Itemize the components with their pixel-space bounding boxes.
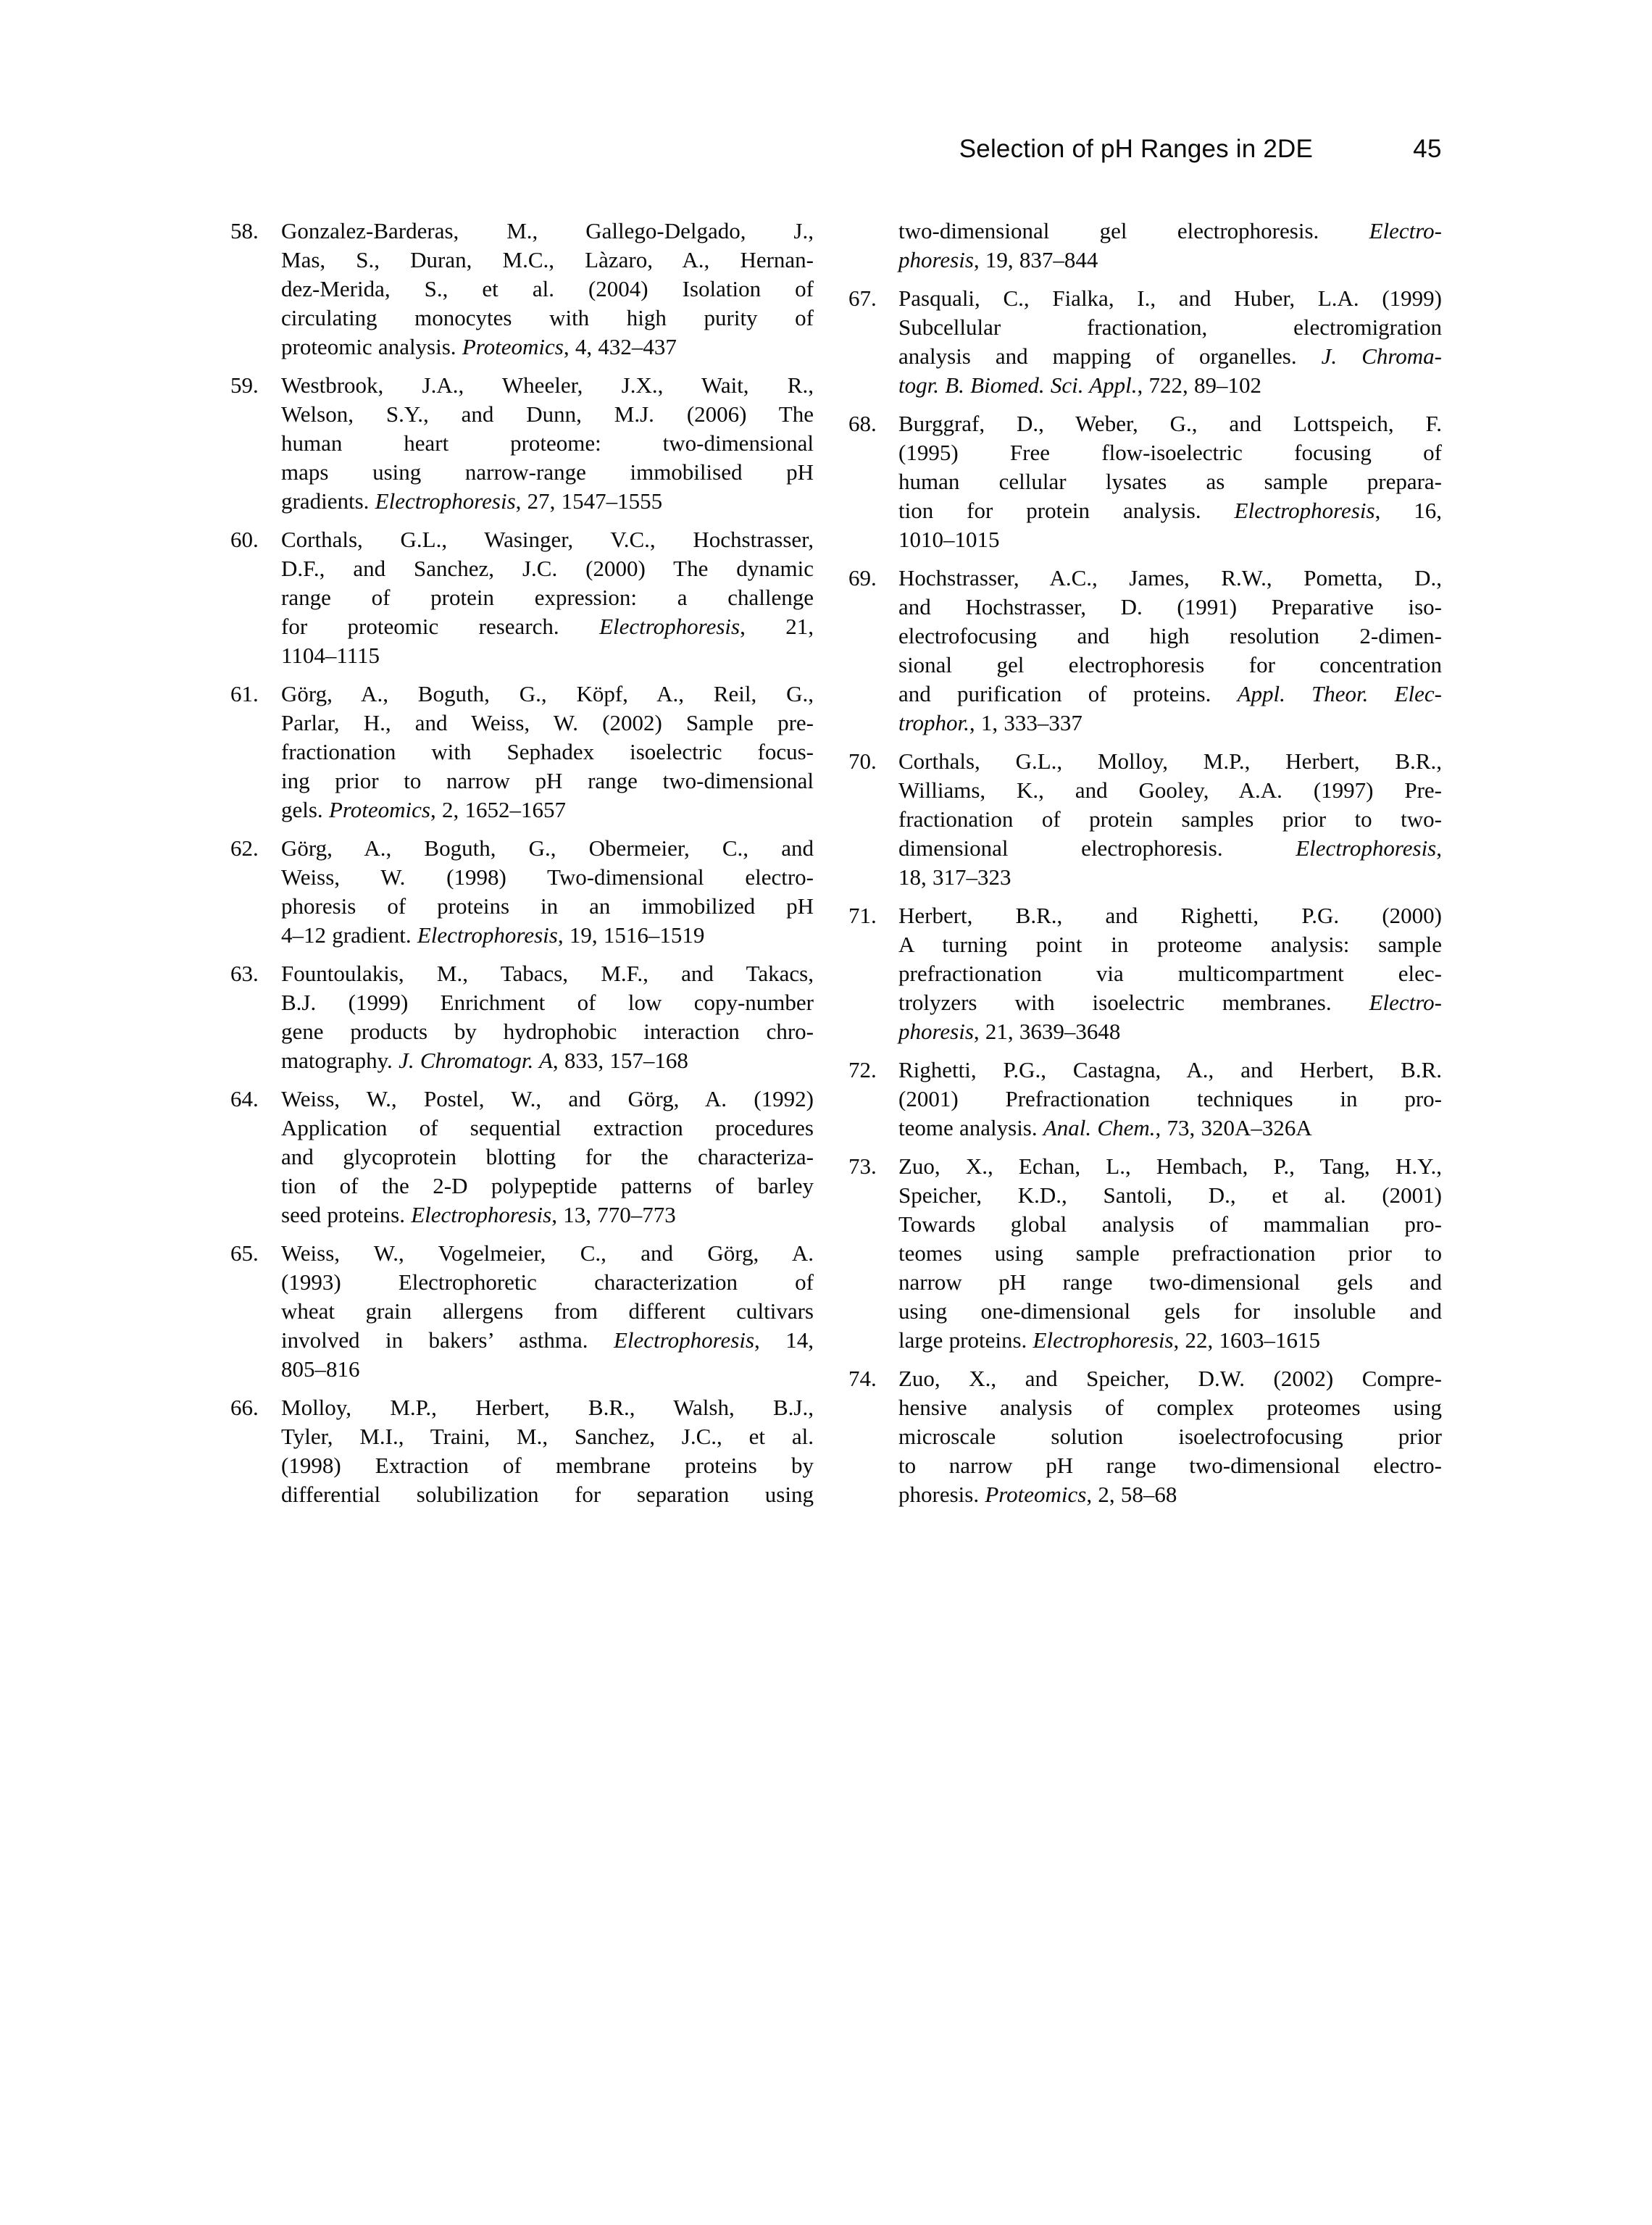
reference-text: microscale solution isoelectrofocusing prior bbox=[898, 1424, 1442, 1449]
reference-text: , 14, bbox=[754, 1327, 814, 1353]
reference-text: fractionation of protein samples prior to two- bbox=[898, 806, 1442, 832]
reference-item bbox=[230, 959, 814, 1075]
reference-text: Görg, A., Boguth, G., Köpf, A., Reil, G., bbox=[281, 681, 814, 706]
journal-name: Electrophoresis bbox=[614, 1327, 755, 1353]
journal-name: phoresis bbox=[898, 1019, 974, 1044]
reference-text: fractionation with Sephadex isoelectric focus- bbox=[281, 739, 814, 764]
page-header bbox=[848, 135, 1442, 164]
reference-item bbox=[230, 525, 814, 670]
reference-number: 71. bbox=[848, 903, 877, 928]
reference-text: Gonzalez-Barderas, M., Gallego-Delgado, J., bbox=[281, 218, 814, 243]
reference-number: 73. bbox=[848, 1153, 877, 1179]
reference-text: Görg, A., Boguth, G., Obermeier, C., and bbox=[281, 835, 814, 861]
journal-name: Electrophoresis bbox=[1296, 835, 1437, 861]
reference-line bbox=[281, 680, 814, 709]
journal-name: Anal. Chem. bbox=[1043, 1115, 1156, 1140]
running-title: Selection of pH Ranges in 2DE bbox=[959, 135, 1314, 163]
reference-item bbox=[848, 1056, 1442, 1143]
journal-name: Electrophoresis bbox=[417, 922, 558, 948]
reference-item bbox=[230, 1085, 814, 1230]
reference-line bbox=[898, 805, 1442, 834]
reference-number: 62. bbox=[230, 835, 259, 861]
reference-text: , 19, 837–844 bbox=[973, 247, 1098, 272]
reference-line bbox=[281, 583, 814, 612]
reference-line bbox=[281, 554, 814, 583]
reference-line bbox=[281, 796, 814, 825]
journal-name: Electro- bbox=[1369, 218, 1442, 243]
reference-line bbox=[281, 641, 814, 670]
reference-line bbox=[281, 275, 814, 304]
reference-item bbox=[848, 901, 1442, 1046]
reference-line bbox=[898, 1451, 1442, 1480]
reference-line bbox=[898, 863, 1442, 892]
reference-text: , 21, 3639–3648 bbox=[973, 1019, 1121, 1044]
reference-text: phoresis of proteins in an immobilized pH bbox=[281, 893, 814, 919]
reference-line bbox=[898, 284, 1442, 313]
journal-name: Electrophoresis bbox=[411, 1202, 552, 1227]
reference-number: 58. bbox=[230, 218, 259, 243]
reference-text: (2001) Prefractionation techniques in pro- bbox=[898, 1086, 1442, 1111]
reference-text: 4–12 gradient. bbox=[281, 922, 417, 948]
reference-line bbox=[898, 1297, 1442, 1326]
reference-text: seed proteins. bbox=[281, 1202, 412, 1227]
reference-line bbox=[898, 834, 1442, 863]
reference-text: sional gel electrophoresis for concentration bbox=[898, 652, 1442, 677]
reference-text: teomes using sample prefractionation prior to bbox=[898, 1240, 1442, 1266]
reference-text: differential solubilization for separation using bbox=[281, 1482, 814, 1507]
reference-line bbox=[898, 246, 1442, 275]
reference-text: , 27, 1547–1555 bbox=[515, 488, 663, 514]
reference-line bbox=[281, 1480, 814, 1509]
reference-text: using one-dimensional gels for insoluble and bbox=[898, 1298, 1442, 1324]
reference-line bbox=[281, 1172, 814, 1201]
reference-text: gene products by hydrophobic interaction chro- bbox=[281, 1019, 814, 1044]
reference-text: phoresis. bbox=[898, 1482, 985, 1507]
reference-line bbox=[281, 371, 814, 400]
reference-text: involved in bakers’ asthma. bbox=[281, 1327, 614, 1353]
journal-name: Appl. Theor. Elec- bbox=[1237, 681, 1442, 706]
journal-name: Electro- bbox=[1369, 990, 1442, 1015]
reference-line bbox=[898, 342, 1442, 371]
reference-line bbox=[898, 409, 1442, 438]
reference-text: ing prior to narrow pH range two-dimensional bbox=[281, 768, 814, 793]
reference-line bbox=[281, 1393, 814, 1422]
reference-text: range of protein expression: a challenge bbox=[281, 585, 814, 610]
reference-line bbox=[898, 959, 1442, 988]
reference-text: 1010–1015 bbox=[898, 527, 1000, 552]
reference-text: Weiss, W., Vogelmeier, C., and Görg, A. bbox=[281, 1240, 814, 1266]
reference-text: circulating monocytes with high purity of bbox=[281, 305, 814, 330]
reference-text: 18, 317–323 bbox=[898, 864, 1011, 890]
journal-name: J. Chromatogr. A bbox=[399, 1048, 553, 1073]
reference-line bbox=[898, 217, 1442, 246]
reference-line bbox=[281, 709, 814, 738]
reference-line bbox=[281, 1355, 814, 1384]
reference-item bbox=[848, 747, 1442, 892]
reference-line bbox=[898, 593, 1442, 622]
references-column-right bbox=[848, 217, 1442, 1509]
reference-text: and purification of proteins. bbox=[898, 681, 1238, 706]
reference-text: Righetti, P.G., Castagna, A., and Herbert, B.R. bbox=[898, 1057, 1442, 1082]
reference-line bbox=[898, 564, 1442, 593]
journal-name: J. Chroma- bbox=[1321, 343, 1442, 369]
reference-line bbox=[898, 438, 1442, 467]
reference-line bbox=[281, 1201, 814, 1230]
reference-text: (1993) Electrophoretic characterization of bbox=[281, 1269, 814, 1295]
reference-line bbox=[281, 921, 814, 950]
reference-number: 60. bbox=[230, 527, 259, 552]
reference-line bbox=[898, 1422, 1442, 1451]
reference-text: Corthals, G.L., Molloy, M.P., Herbert, B.R., bbox=[898, 748, 1442, 774]
reference-item bbox=[848, 284, 1442, 400]
page-number: 45 bbox=[1413, 135, 1442, 163]
reference-text: 1104–1115 bbox=[281, 643, 380, 668]
reference-line bbox=[281, 834, 814, 863]
reference-text: electrofocusing and high resolution 2-dimen- bbox=[898, 623, 1442, 648]
reference-text: Burggraf, D., Weber, G., and Lottspeich, F. bbox=[898, 411, 1442, 436]
reference-text: , bbox=[1436, 835, 1442, 861]
journal-name: Electrophoresis bbox=[1032, 1327, 1174, 1353]
reference-line bbox=[898, 1268, 1442, 1297]
reference-line bbox=[281, 1017, 814, 1046]
reference-text: dez-Merida, S., et al. (2004) Isolation of bbox=[281, 276, 814, 301]
reference-text: , 4, 432–437 bbox=[563, 334, 677, 359]
reference-line bbox=[898, 1056, 1442, 1085]
reference-text: analysis and mapping of organelles. bbox=[898, 343, 1322, 369]
reference-line bbox=[281, 1046, 814, 1075]
reference-line bbox=[898, 680, 1442, 709]
reference-text: large proteins. bbox=[898, 1327, 1033, 1353]
reference-text: and glycoprotein blotting for the characteriza- bbox=[281, 1144, 814, 1169]
reference-text: , 16, bbox=[1374, 498, 1442, 523]
reference-line bbox=[898, 1210, 1442, 1239]
reference-line bbox=[898, 1085, 1442, 1114]
reference-number: 66. bbox=[230, 1395, 259, 1420]
reference-line bbox=[898, 1393, 1442, 1422]
reference-line bbox=[898, 651, 1442, 680]
reference-text: for proteomic research. bbox=[281, 614, 600, 639]
reference-line bbox=[898, 1181, 1442, 1210]
reference-number: 70. bbox=[848, 748, 877, 774]
reference-line bbox=[898, 1152, 1442, 1181]
reference-text: two-dimensional gel electrophoresis. bbox=[898, 218, 1369, 243]
reference-text: human cellular lysates as sample prepara- bbox=[898, 469, 1442, 494]
reference-text: Application of sequential extraction procedures bbox=[281, 1115, 814, 1140]
reference-line bbox=[281, 1085, 814, 1114]
reference-line bbox=[898, 371, 1442, 400]
references-column-left bbox=[230, 217, 814, 1509]
reference-line bbox=[898, 709, 1442, 738]
reference-text: dimensional electrophoresis. bbox=[898, 835, 1296, 861]
reference-line bbox=[898, 313, 1442, 342]
reference-text: , 19, 1516–1519 bbox=[557, 922, 705, 948]
reference-text: , 722, 89–102 bbox=[1137, 372, 1261, 398]
reference-line bbox=[281, 612, 814, 641]
reference-text: 805–816 bbox=[281, 1356, 360, 1382]
reference-line bbox=[898, 776, 1442, 805]
reference-line bbox=[281, 458, 814, 487]
reference-item bbox=[230, 834, 814, 950]
reference-line bbox=[281, 767, 814, 796]
reference-text: , 73, 320A–326A bbox=[1155, 1115, 1312, 1140]
reference-text: , 2, 1652–1657 bbox=[430, 797, 566, 822]
reference-text: prefractionation via multicompartment elec- bbox=[898, 961, 1442, 986]
reference-text: gels. bbox=[281, 797, 329, 822]
reference-number: 65. bbox=[230, 1240, 259, 1266]
reference-number: 68. bbox=[848, 411, 877, 436]
reference-text: D.F., and Sanchez, J.C. (2000) The dynamic bbox=[281, 556, 814, 581]
reference-text: Towards global analysis of mammalian pro- bbox=[898, 1211, 1442, 1237]
reference-text: tion of the 2-D polypeptide patterns of barley bbox=[281, 1173, 814, 1198]
reference-text: , 2, 58–68 bbox=[1086, 1482, 1177, 1507]
reference-text: tion for protein analysis. bbox=[898, 498, 1235, 523]
reference-text: Welson, S.Y., and Dunn, M.J. (2006) The bbox=[281, 401, 814, 427]
reference-line bbox=[281, 1422, 814, 1451]
reference-line bbox=[898, 930, 1442, 959]
reference-line bbox=[281, 959, 814, 988]
reference-item bbox=[230, 680, 814, 825]
journal-name: Proteomics bbox=[328, 797, 430, 822]
reference-text: maps using narrow-range immobilised pH bbox=[281, 459, 814, 485]
reference-text: , 21, bbox=[740, 614, 814, 639]
reference-line bbox=[281, 1297, 814, 1326]
reference-line bbox=[898, 1326, 1442, 1355]
reference-item bbox=[230, 371, 814, 516]
reference-number: 72. bbox=[848, 1057, 877, 1082]
reference-text: Herbert, B.R., and Righetti, P.G. (2000) bbox=[898, 903, 1442, 928]
reference-text: A turning point in proteome analysis: sample bbox=[898, 932, 1442, 957]
reference-line bbox=[281, 1268, 814, 1297]
reference-text: gradients. bbox=[281, 488, 375, 514]
reference-text: narrow pH range two-dimensional gels and bbox=[898, 1269, 1442, 1295]
reference-line bbox=[281, 246, 814, 275]
reference-text: , 833, 157–168 bbox=[552, 1048, 688, 1073]
reference-line bbox=[281, 1451, 814, 1480]
reference-line bbox=[281, 1239, 814, 1268]
reference-line bbox=[898, 1480, 1442, 1509]
reference-line bbox=[281, 863, 814, 892]
reference-text: Hochstrasser, A.C., James, R.W., Pometta, D., bbox=[898, 565, 1442, 590]
reference-text: human heart proteome: two-dimensional bbox=[281, 430, 814, 456]
reference-text: Tyler, M.I., Traini, M., Sanchez, J.C., et al. bbox=[281, 1424, 814, 1449]
reference-item bbox=[848, 1152, 1442, 1355]
reference-text: hensive analysis of complex proteomes using bbox=[898, 1395, 1442, 1420]
journal-name: Proteomics bbox=[462, 334, 564, 359]
reference-item bbox=[848, 409, 1442, 554]
reference-line bbox=[281, 988, 814, 1017]
journal-name: Electrophoresis bbox=[375, 488, 516, 514]
reference-text: Speicher, K.D., Santoli, D., et al. (2001) bbox=[898, 1182, 1442, 1208]
reference-text: Corthals, G.L., Wasinger, V.C., Hochstrasser, bbox=[281, 527, 814, 552]
journal-name: Proteomics bbox=[985, 1482, 1087, 1507]
reference-text: Williams, K., and Gooley, A.A. (1997) Pre- bbox=[898, 777, 1442, 803]
reference-text: trolyzers with isoelectric membranes. bbox=[898, 990, 1369, 1015]
journal-name: togr. B. Biomed. Sci. Appl. bbox=[898, 372, 1138, 398]
reference-number: 59. bbox=[230, 372, 259, 398]
reference-line bbox=[281, 1114, 814, 1143]
reference-text: , 13, 770–773 bbox=[551, 1202, 676, 1227]
reference-line bbox=[281, 738, 814, 767]
reference-text: (1998) Extraction of membrane proteins by bbox=[281, 1453, 814, 1478]
reference-text: proteomic analysis. bbox=[281, 334, 462, 359]
reference-item bbox=[230, 1393, 814, 1509]
reference-text: Pasquali, C., Fialka, I., and Huber, L.A. (1999) bbox=[898, 285, 1442, 311]
reference-number: 74. bbox=[848, 1366, 877, 1391]
reference-item bbox=[848, 1364, 1442, 1509]
reference-line bbox=[281, 1326, 814, 1355]
reference-line bbox=[898, 901, 1442, 930]
reference-item bbox=[848, 217, 1442, 275]
reference-text: Zuo, X., and Speicher, D.W. (2002) Compre- bbox=[898, 1366, 1442, 1391]
reference-text: (1995) Free flow-isoelectric focusing of bbox=[898, 440, 1442, 465]
reference-number: 61. bbox=[230, 681, 259, 706]
reference-text: , 22, 1603–1615 bbox=[1173, 1327, 1321, 1353]
reference-line bbox=[281, 487, 814, 516]
reference-line bbox=[281, 1143, 814, 1172]
reference-line bbox=[281, 400, 814, 429]
reference-line bbox=[898, 525, 1442, 554]
reference-text: Westbrook, J.A., Wheeler, J.X., Wait, R., bbox=[281, 372, 814, 398]
reference-text: wheat grain allergens from different cultivars bbox=[281, 1298, 814, 1324]
reference-text: Molloy, M.P., Herbert, B.R., Walsh, B.J., bbox=[281, 1395, 814, 1420]
reference-text: Zuo, X., Echan, L., Hembach, P., Tang, H.Y., bbox=[898, 1153, 1442, 1179]
reference-text: B.J. (1999) Enrichment of low copy-number bbox=[281, 990, 814, 1015]
journal-name: phoresis bbox=[898, 247, 974, 272]
reference-line bbox=[281, 429, 814, 458]
reference-text: to narrow pH range two-dimensional electro- bbox=[898, 1453, 1442, 1478]
reference-line bbox=[898, 496, 1442, 525]
reference-line bbox=[898, 1114, 1442, 1143]
journal-name: Electrophoresis bbox=[599, 614, 741, 639]
reference-line bbox=[281, 525, 814, 554]
reference-number: 67. bbox=[848, 285, 877, 311]
reference-line bbox=[898, 467, 1442, 496]
reference-text: and Hochstrasser, D. (1991) Preparative iso- bbox=[898, 594, 1442, 619]
journal-name: trophor. bbox=[898, 710, 969, 735]
reference-number: 69. bbox=[848, 565, 877, 590]
reference-line bbox=[898, 988, 1442, 1017]
reference-text: matography. bbox=[281, 1048, 399, 1073]
reference-text: Subcellular fractionation, electromigration bbox=[898, 314, 1442, 340]
reference-text: Weiss, W. (1998) Two-dimensional electro- bbox=[281, 864, 814, 890]
reference-line bbox=[281, 333, 814, 362]
journal-name: Electrophoresis bbox=[1234, 498, 1375, 523]
reference-text: Mas, S., Duran, M.C., Làzaro, A., Hernan- bbox=[281, 247, 814, 272]
reference-line bbox=[281, 304, 814, 333]
reference-item bbox=[230, 217, 814, 362]
reference-text: teome analysis. bbox=[898, 1115, 1043, 1140]
reference-line bbox=[281, 217, 814, 246]
reference-item bbox=[230, 1239, 814, 1384]
reference-line bbox=[898, 1017, 1442, 1046]
reference-line bbox=[898, 1364, 1442, 1393]
reference-text: Weiss, W., Postel, W., and Görg, A. (1992) bbox=[281, 1086, 814, 1111]
reference-number: 64. bbox=[230, 1086, 259, 1111]
reference-text: , 1, 333–337 bbox=[969, 710, 1082, 735]
reference-number: 63. bbox=[230, 961, 259, 986]
reference-line bbox=[898, 747, 1442, 776]
reference-line bbox=[281, 892, 814, 921]
reference-item bbox=[848, 564, 1442, 738]
reference-line bbox=[898, 1239, 1442, 1268]
reference-text: Fountoulakis, M., Tabacs, M.F., and Takacs, bbox=[281, 961, 814, 986]
reference-line bbox=[898, 622, 1442, 651]
reference-text: Parlar, H., and Weiss, W. (2002) Sample pre- bbox=[281, 710, 814, 735]
